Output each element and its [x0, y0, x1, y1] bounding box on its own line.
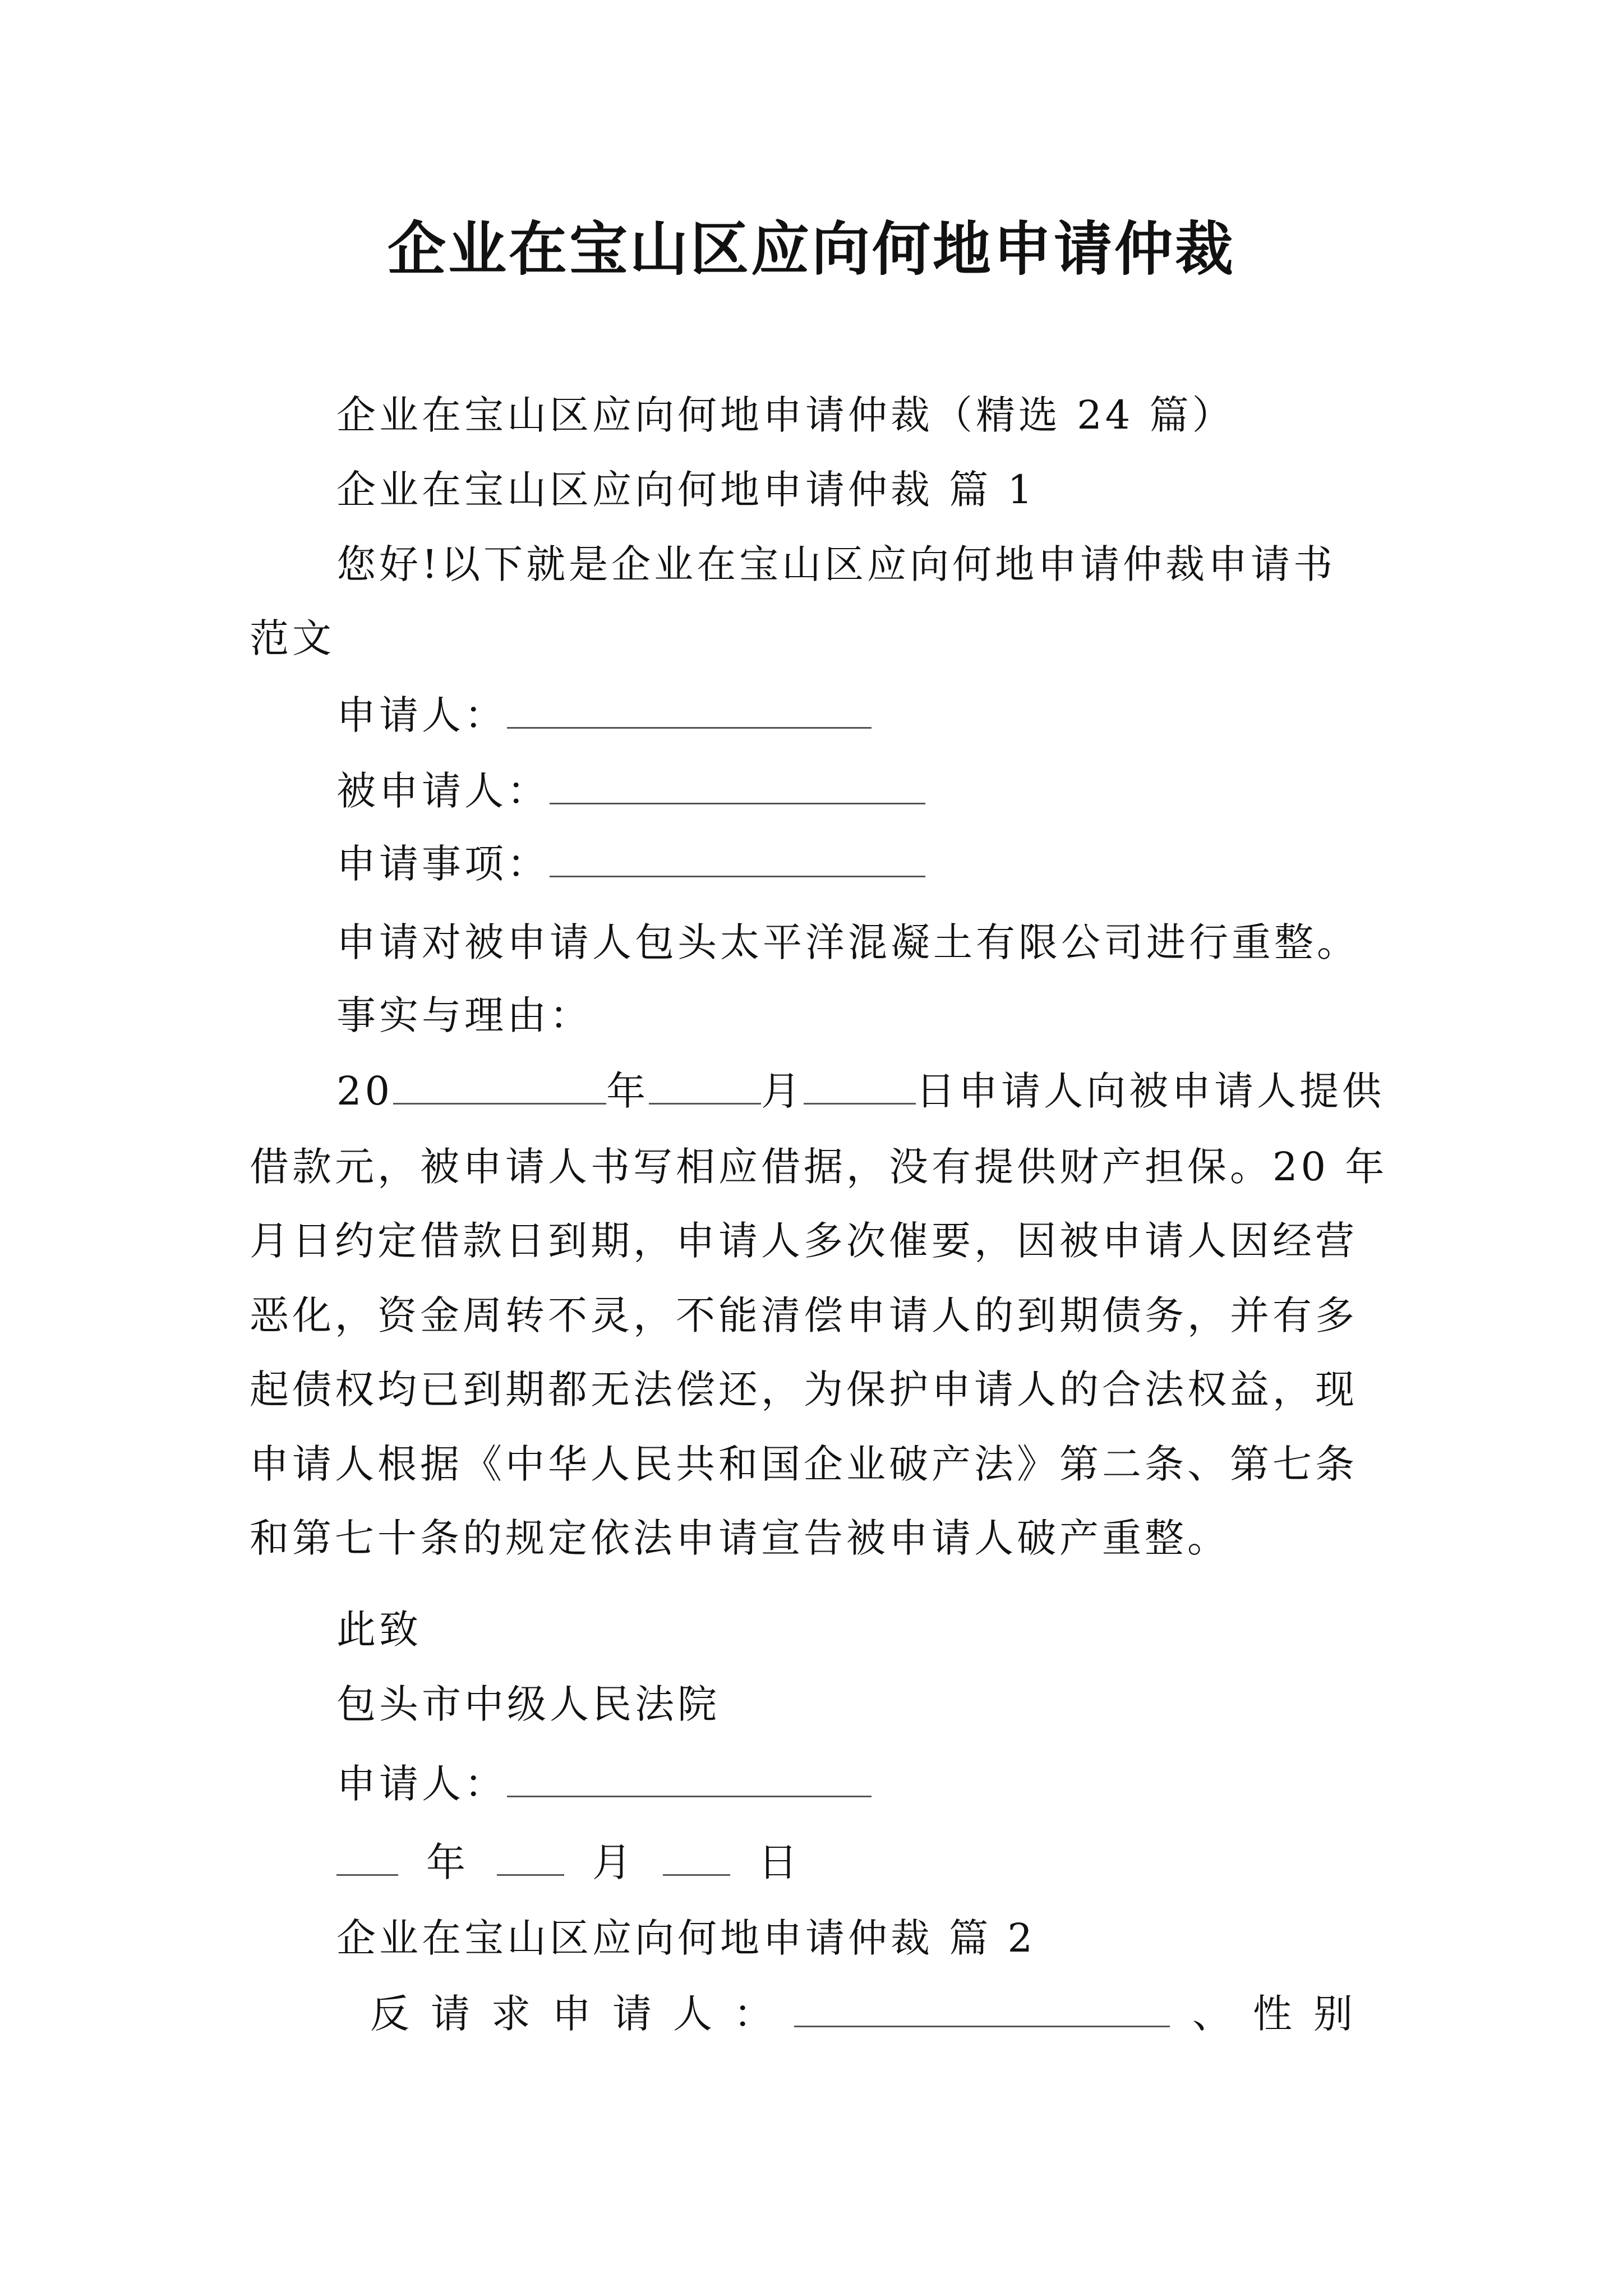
- greeting-line-1: 您好!以下就是企业在宝山区应向何地申请仲裁申请书: [336, 541, 1336, 587]
- sign-applicant-row: [336, 1761, 872, 1806]
- counter-applicant-row: [370, 1991, 1374, 2036]
- document-title: 企业在宝山区应向何地申请仲裁: [387, 214, 1235, 283]
- date-year-blank: [336, 1842, 398, 1876]
- facts-line-1: [336, 1069, 1385, 1114]
- facts-month-label: 月: [761, 1068, 804, 1114]
- facts-line-1-rest: 日申请人向被申请人提供: [916, 1068, 1385, 1114]
- respondent-row: [336, 769, 925, 813]
- greeting-line-2: 范文: [250, 615, 335, 661]
- facts-line-6: 申请人根据《中华人民共和国企业破产法》第二条、第七条: [250, 1441, 1358, 1487]
- date-year-label: 年: [426, 1839, 469, 1885]
- counter-applicant-label: 反请求申请人：: [370, 1991, 794, 2037]
- matters-label: 申请事项：: [336, 841, 550, 887]
- date-row: [336, 1840, 801, 1885]
- facts-line-2: 借款元，被申请人书写相应借据，没有提供财产担保。20 年: [250, 1144, 1388, 1190]
- facts-line-5: 起债权均已到期都无法偿还，为保护申请人的合法权益，现: [250, 1366, 1358, 1412]
- facts-line-4: 恶化，资金周转不灵，不能清偿申请人的到期债务，并有多: [250, 1292, 1358, 1338]
- court-name: 包头市中级人民法院: [336, 1681, 720, 1727]
- matters-row: [336, 841, 925, 886]
- facts-month-blank: [649, 1070, 761, 1105]
- facts-line-3: 月日约定借款日到期，申请人多次催要，因被申请人因经营: [250, 1218, 1358, 1264]
- document-subtitle: 企业在宝山区应向何地申请仲裁（精选 24 篇）: [336, 392, 1235, 438]
- sign-applicant-label: 申请人：: [336, 1761, 507, 1807]
- closing: 此致: [336, 1607, 422, 1653]
- date-month-label: 月: [592, 1839, 635, 1885]
- facts-line-7: 和第七十条的规定依法申请宣告被申请人破产重整。: [250, 1515, 1230, 1561]
- applicant-label: 申请人：: [336, 692, 507, 738]
- section-1-heading: 企业在宝山区应向何地申请仲裁 篇 1: [336, 467, 1036, 513]
- date-month-blank: [497, 1842, 564, 1876]
- facts-day-blank: [804, 1070, 916, 1105]
- facts-year-label: 年: [606, 1068, 649, 1114]
- sign-applicant-blank: [507, 1763, 872, 1797]
- applicant-row: [336, 693, 872, 738]
- respondent-blank: [550, 770, 925, 804]
- facts-label: 事实与理由：: [336, 992, 592, 1038]
- date-day-label: 日: [758, 1839, 801, 1885]
- matters-blank: [550, 843, 925, 877]
- counter-applicant-blank: [794, 1993, 1170, 2027]
- section-2-heading: 企业在宝山区应向何地申请仲裁 篇 2: [336, 1915, 1036, 1961]
- respondent-label: 被申请人：: [336, 768, 550, 814]
- date-day-blank: [663, 1842, 730, 1876]
- facts-year-blank: [393, 1070, 606, 1105]
- facts-year-prefix: 20: [336, 1068, 394, 1114]
- counter-applicant-suffix: 、性别: [1192, 1991, 1374, 2037]
- matters-text: 申请对被申请人包头太平洋混凝土有限公司进行重整。: [336, 919, 1359, 965]
- applicant-blank: [507, 694, 872, 729]
